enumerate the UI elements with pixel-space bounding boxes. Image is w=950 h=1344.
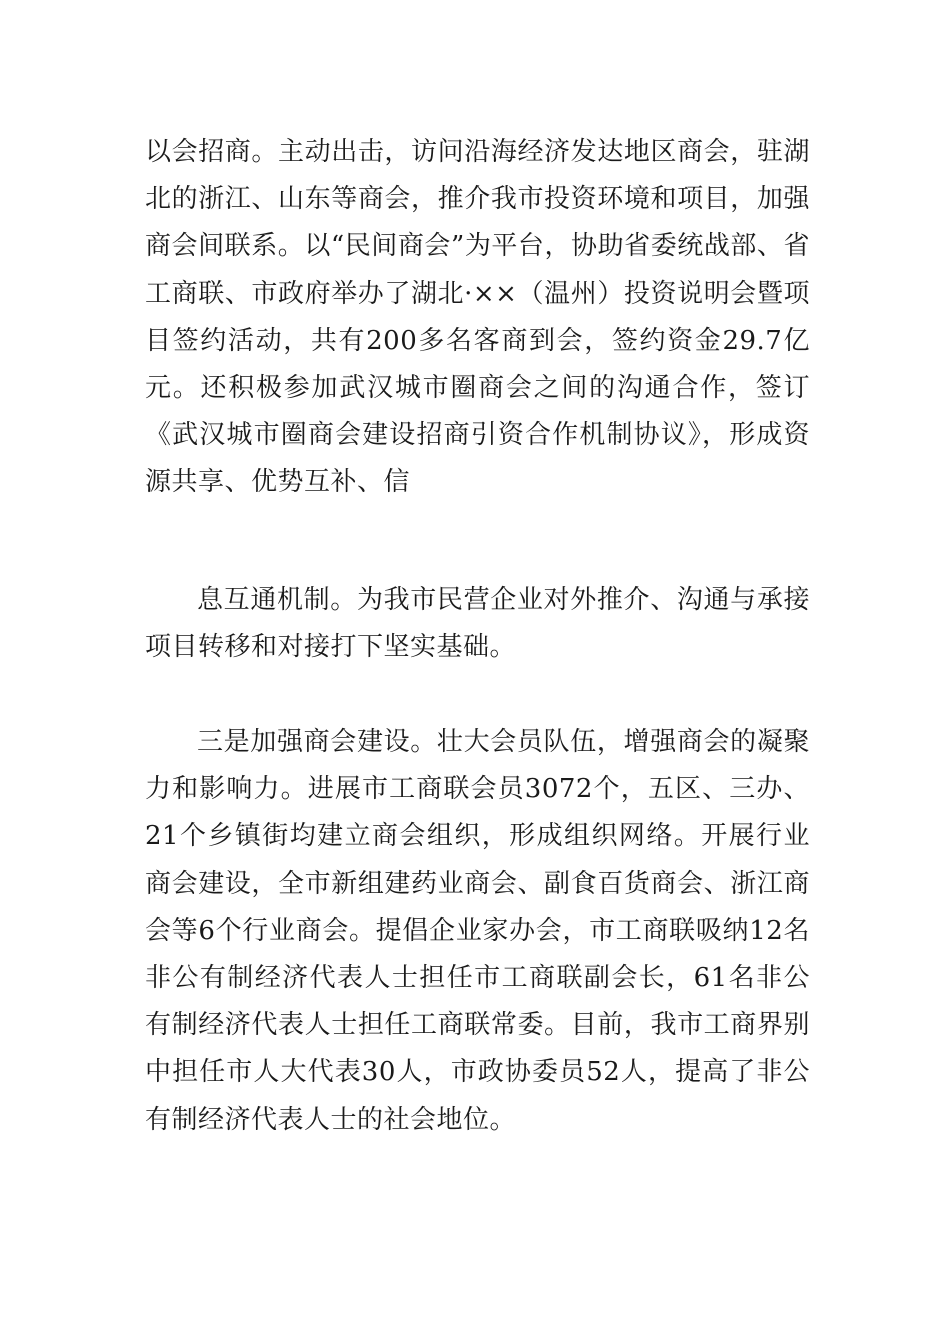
paragraph-investment-promotion: 以会招商。主动出击，访问沿海经济发达地区商会，驻湖北的浙江、山东等商会，推介我市投资环境和项目，加强商会间联系。以“民间商会”为平台，协助省委统战部、省工商联、市政府举办了湖北·××（温州）投资说明会暨项目签约活动，共有200多名客商到会，签约资金29.7亿元。还积极参加武汉城市圈商会之间的沟通合作，签订《武汉城市圈商会建设招商引资合作机制协议》，形成资源共享、优势互补、信 [145,137,810,498]
paragraph-information-mechanism: 息互通机制。为我市民营企业对外推介、沟通与承接项目转移和对接打下坚实基础。 [145,585,810,663]
paragraph-chamber-construction: 三是加强商会建设。壮大会员队伍，增强商会的凝聚力和影响力。进展市工商联会员3072个，五区、三办、21个乡镇街均建立商会组织，形成组织网络。开展行业商会建设，全市新组建药业商会、副食百货商会、浙江商会等6个行业商会。提倡企业家办会，市工商联吸纳12名非公有制经济代表人士担任市工商联副会长，61名非公有制经济代表人士担任工商联常委。目前，我市工商界别中担任市人大代表30人，市政协委员52人，提高了非公有制经济代表人士的社会地位。 [145,727,810,1135]
